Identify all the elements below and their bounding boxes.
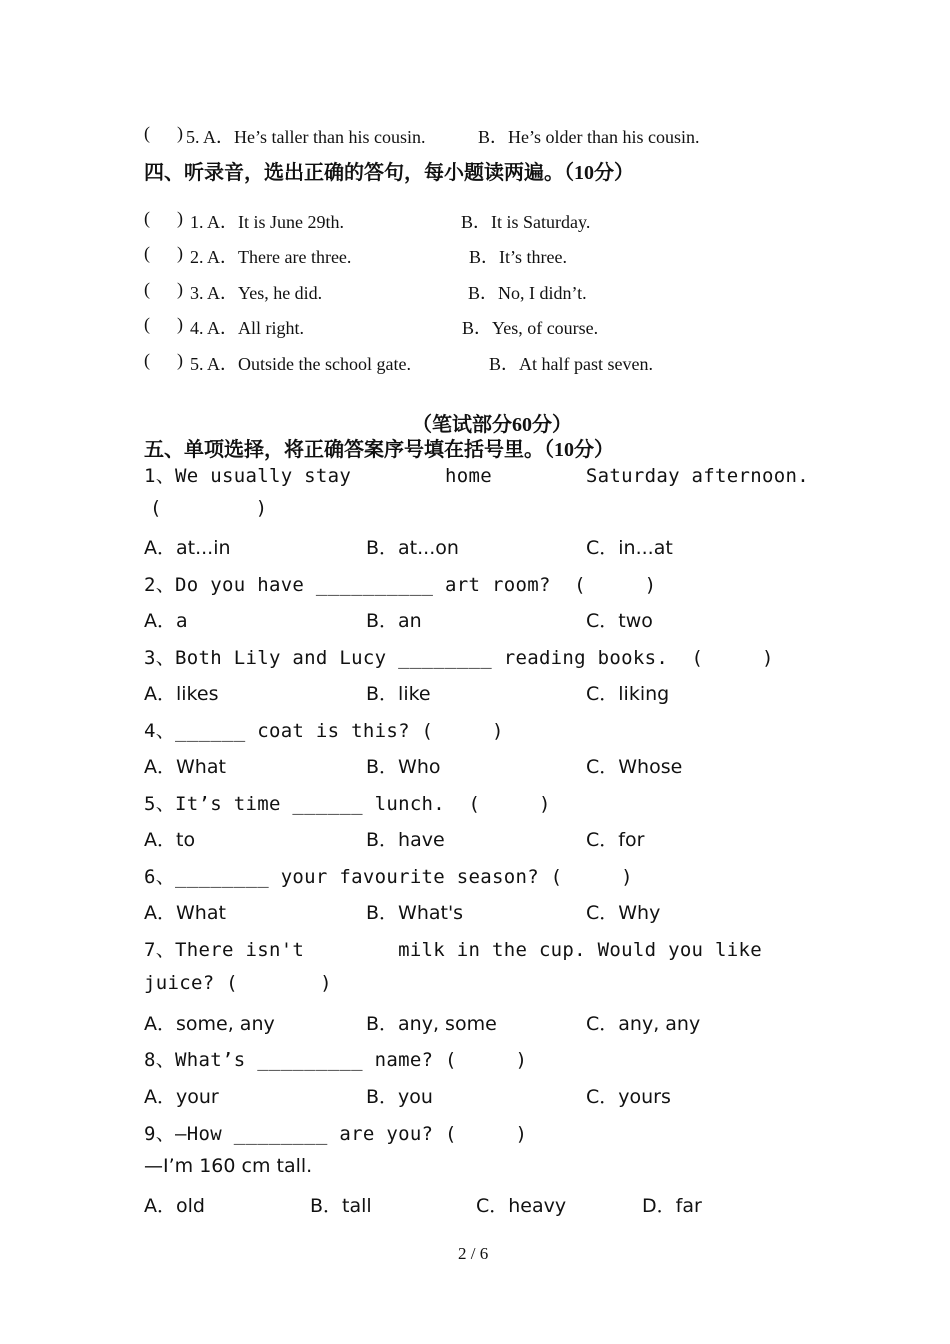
section4-item5-paren: ( ) (144, 350, 183, 370)
question-6-option-b: B．What's (366, 902, 464, 924)
part3-item5-paren: ( ) (144, 123, 183, 143)
question-1-paren: ( ) (150, 497, 268, 519)
page-number: 2 / 6 (458, 1244, 489, 1263)
question-2-option-a: A．a (144, 610, 188, 632)
question-7-text-line1: 7、There isn't milk in the cup. Would you like (144, 939, 762, 961)
section4-item5-option-a: 5. A．Outside the school gate. (190, 354, 411, 374)
question-5-option-a: A．to (144, 829, 196, 851)
section5-heading: 五、单项选择，将正确答案序号填在括号里。（10分） (144, 439, 614, 461)
question-3-option-b: B．like (366, 683, 431, 705)
question-9-text: 9、—How ________ are you? ( ) (144, 1123, 528, 1145)
question-3-option-c: C．liking (586, 683, 670, 705)
question-7-option-c: C．any, any (586, 1013, 701, 1035)
section4-item1-paren: ( ) (144, 208, 183, 228)
section4-item1-option-b: B．It is Saturday. (461, 212, 591, 232)
written-part-title: （笔试部分60分） (412, 414, 572, 436)
question-6-option-c: C．Why (586, 902, 661, 924)
question-4-text: 4、______ coat is this? ( ) (144, 720, 504, 742)
question-4-option-c: C．Whose (586, 756, 683, 778)
section4-item2-option-a: 2. A．There are three. (190, 247, 352, 267)
question-2-option-b: B．an (366, 610, 422, 632)
question-4-option-b: B．Who (366, 756, 441, 778)
section4-item4-option-b: B．Yes, of course. (462, 318, 599, 338)
question-9-option-d: D．far (642, 1195, 702, 1217)
question-1-option-b: B．at...on (366, 537, 459, 559)
question-9-option-c: C．heavy (476, 1195, 567, 1217)
question-6-option-a: A．What (144, 902, 226, 924)
question-3-option-a: A．likes (144, 683, 219, 705)
question-8-option-b: B．you (366, 1086, 433, 1108)
section4-item1-option-a: 1. A．It is June 29th. (190, 212, 345, 232)
section4-item4-option-a: 4. A．All right. (190, 318, 305, 338)
question-5-option-b: B．have (366, 829, 445, 851)
question-8-option-c: C．yours (586, 1086, 671, 1108)
question-6-text: 6、________ your favourite season? ( ) (144, 866, 633, 888)
question-7-text-line2: juice? ( ) (144, 972, 332, 994)
question-5-option-c: C．for (586, 829, 645, 851)
section4-item2-paren: ( ) (144, 243, 183, 263)
question-1-option-a: A．at...in (144, 537, 231, 559)
question-4-option-a: A．What (144, 756, 226, 778)
section4-item4-paren: ( ) (144, 314, 183, 334)
question-5-text: 5、It’s time ______ lunch. ( ) (144, 793, 551, 815)
section4-item3-option-a: 3. A．Yes, he did. (190, 283, 323, 303)
question-7-option-a: A．some, any (144, 1013, 275, 1035)
section4-item5-option-b: B．At half past seven. (489, 354, 653, 374)
question-8-text: 8、What’s _________ name? ( ) (144, 1049, 528, 1071)
question-8-option-a: A．your (144, 1086, 219, 1108)
section4-item3-option-b: B．No, I didn’t. (468, 283, 587, 303)
question-2-option-c: C．two (586, 610, 653, 632)
question-1-text: 1、We usually stay home Saturday afternoon. (144, 465, 809, 487)
question-9-option-a: A．old (144, 1195, 205, 1217)
question-1-option-c: C．in...at (586, 537, 673, 559)
section4-item3-paren: ( ) (144, 279, 183, 299)
question-7-option-b: B．any, some (366, 1013, 497, 1035)
section4-heading: 四、听录音，选出正确的答句，每小题读两遍。（10分） (144, 162, 634, 184)
question-3-text: 3、Both Lily and Lucy ________ reading books. ( ) (144, 647, 774, 669)
section4-item2-option-b: B．It’s three. (469, 247, 567, 267)
question-2-text: 2、Do you have __________ art room? ( ) (144, 574, 657, 596)
question-9-answer-line: —I’m 160 cm tall. (144, 1155, 313, 1177)
part3-item5-option-a: 5. A．He’s taller than his cousin. (186, 127, 426, 147)
part3-item5-option-b: B．He’s older than his cousin. (478, 127, 700, 147)
question-9-option-b: B．tall (310, 1195, 372, 1217)
